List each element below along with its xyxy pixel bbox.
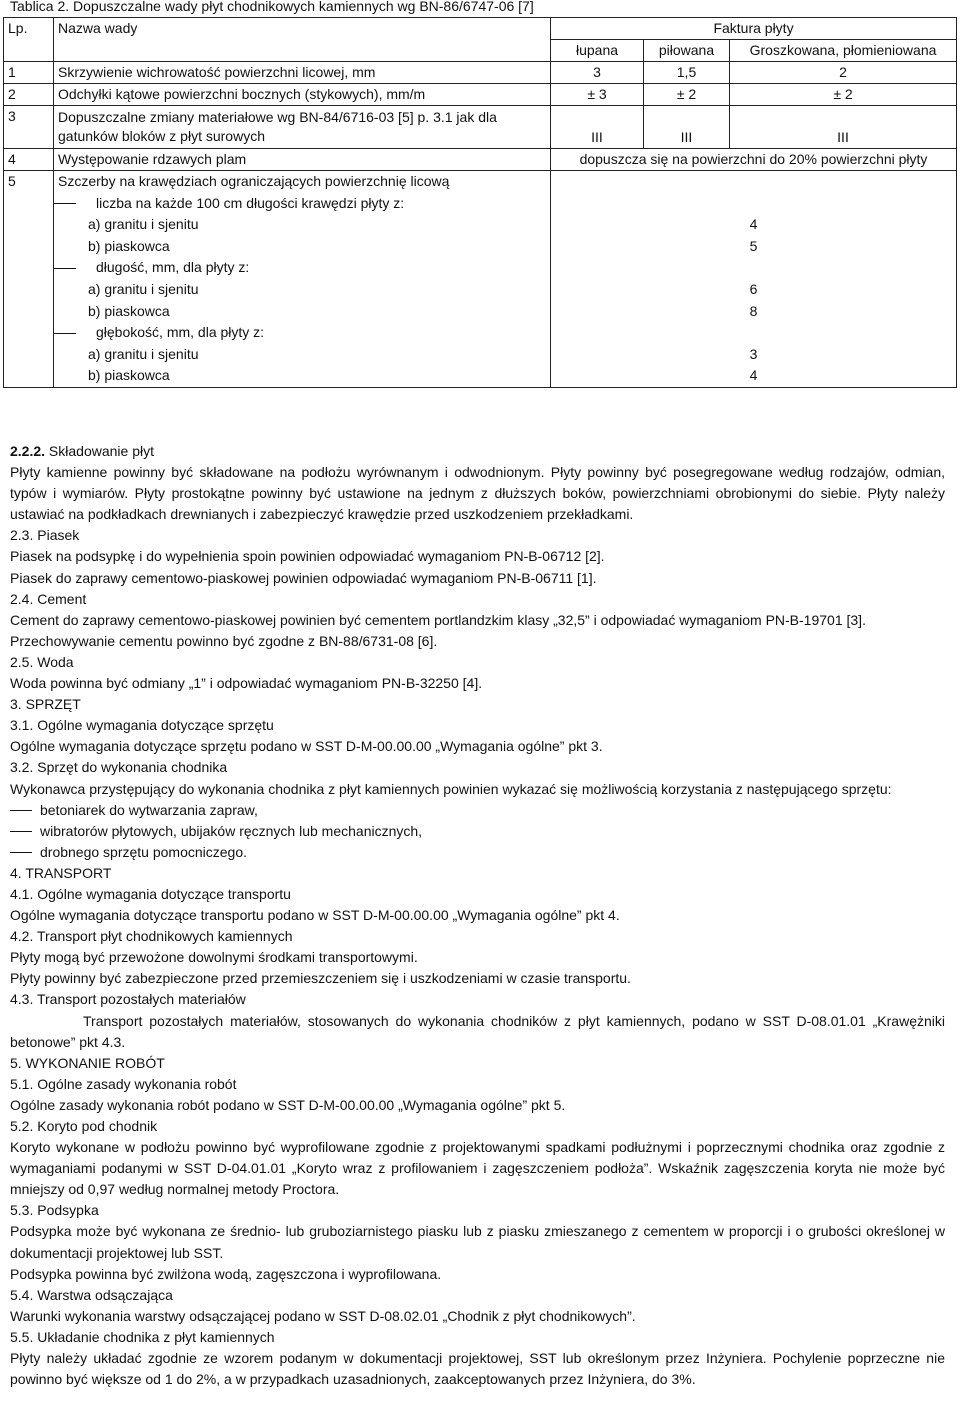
cell-value: 3 bbox=[551, 62, 644, 84]
r5-item: b) piaskowca bbox=[88, 367, 170, 384]
paragraph: Koryto wykonane w podłożu powinno być wyprofilowane zgodnie z projektowanymi spadkami podłużnymi i poprzecznymi chodnika oraz zgodnie z wymaganiami podanymi w SST D-04.01.01 „Koryto wraz z profilowaniem i zagęszczeniem podłoża”. Wskaźnik zagęszczenia koryta nie może być mniejszy od 0,97 według normalnej metody Proctora. bbox=[10, 1139, 945, 1198]
dash-icon bbox=[10, 852, 32, 853]
cell-value: ± 3 bbox=[551, 84, 644, 106]
paragraph: 2.5. Woda bbox=[10, 653, 74, 670]
table-row bbox=[4, 84, 957, 106]
list-item-text: betoniarek do wytwarzania zapraw, bbox=[40, 801, 258, 818]
r5-group bbox=[58, 193, 546, 215]
paragraph: Wykonawca przystępujący do wykonania chodnika z płyt kamiennych powinien wykazać się możliwością korzystania z następującego sprzętu: bbox=[10, 780, 892, 797]
r5-item: b) piaskowca bbox=[88, 237, 170, 254]
r5-group-label: liczba na każde 100 cm długości krawędzi płyty z: bbox=[96, 194, 405, 211]
cell-lp: 4 bbox=[4, 149, 54, 171]
header-col: piłowana bbox=[644, 40, 730, 62]
header-lp: Lp. bbox=[4, 18, 54, 62]
paragraph: 5.5. Układanie chodnika z płyt kamiennych bbox=[10, 1328, 275, 1345]
header-col: Groszkowana, płomieniowana bbox=[730, 40, 957, 62]
r5-item: b) piaskowca bbox=[88, 302, 170, 319]
header-col: łupana bbox=[551, 40, 644, 62]
list-item bbox=[10, 800, 945, 821]
r5-value: 4 bbox=[749, 367, 758, 384]
paragraph: Ogólne wymagania dotyczące sprzętu podano w SST D-M-00.00.00 „Wymagania ogólne” pkt 3. bbox=[10, 738, 603, 755]
list-item bbox=[10, 821, 945, 842]
cell-lp: 1 bbox=[4, 62, 54, 84]
paragraph: Podsypka może być wykonana ze średnio- lub gruboziarnistego piasku lub z piasku zmieszanego z cementem w proporcji i o grubości określonej w dokumentacji projektowej lub SST. bbox=[10, 1223, 945, 1261]
dash-icon bbox=[10, 831, 32, 832]
r5-value: 6 bbox=[749, 280, 758, 297]
r5-group-label: głębokość, mm, dla płyty z: bbox=[96, 324, 265, 341]
paragraph: 4.2. Transport płyt chodnikowych kamiennych bbox=[10, 928, 293, 945]
r5-item: a) granitu i sjenitu bbox=[88, 345, 199, 362]
paragraph: Podsypka powinna być zwilżona wodą, zagęszczona i wyprofilowana. bbox=[10, 1265, 442, 1282]
cell-value: ± 2 bbox=[730, 84, 957, 106]
cell-lp: 2 bbox=[4, 84, 54, 106]
cell-merged-value bbox=[551, 171, 957, 388]
cell-name: Występowanie rdzawych plam bbox=[54, 149, 551, 171]
dash-icon bbox=[10, 810, 32, 811]
r5-value: 4 bbox=[749, 216, 758, 233]
cell-value: III bbox=[644, 106, 730, 149]
paragraph: 4.3. Transport pozostałych materiałów bbox=[10, 991, 246, 1008]
cell-name bbox=[54, 171, 551, 388]
paragraph: Transport pozostałych materiałów, stosowanych do wykonania chodników z płyt kamiennych, podano w SST D-08.01.01 „Krawężniki betonowe” pkt 4.3. bbox=[10, 1012, 945, 1050]
paragraph: Płyty kamienne powinny być składowane na podłożu wyrównanym i odwodnionym. Płyty powinny być posegregowane według rodzajów, odmian, typów i wymiarów. Płyty prostokątne powinny być ustawione na jednym z dłuższych boków, powierzchniami obrobionymi do siebie. Płyty należy ustawiać na podkładkach drewnianych i zabezpieczyć krawędzie przed uszkodzeniem przekładkami. bbox=[10, 464, 945, 523]
cell-lp: 3 bbox=[4, 106, 54, 149]
paragraph: 3.1. Ogólne wymagania dotyczące sprzętu bbox=[10, 717, 274, 734]
paragraph: Płyty należy układać zgodnie ze wzorem podanym w dokumentacji projektowej, SST lub określonym przez Inżyniera. Pochylenie poprzeczne nie powinno być większe od 1 do 2%, a w przypadkach uzasadnionych, zaakceptowanych przez Inżyniera, do 3%. bbox=[10, 1350, 945, 1388]
dash-icon bbox=[54, 203, 76, 204]
dash-icon bbox=[54, 333, 76, 334]
paragraph: Ogólne wymagania dotyczące transportu podano w SST D-M-00.00.00 „Wymagania ogólne” pkt 4. bbox=[10, 907, 620, 924]
paragraph: 5. WYKONANIE ROBÓT bbox=[10, 1054, 165, 1071]
list-item-text: wibratorów płytowych, ubijaków ręcznych lub mechanicznych, bbox=[40, 822, 423, 839]
r5-value: 5 bbox=[749, 237, 758, 254]
cell-value: 2 bbox=[730, 62, 957, 84]
paragraph: Piasek do zaprawy cementowo-piaskowej powinien odpowiadać wymaganiom PN-B-06711 [1]. bbox=[10, 569, 597, 586]
list-item-text: drobnego sprzętu pomocniczego. bbox=[40, 843, 248, 860]
section-heading: 2.2.2. Składowanie płyt bbox=[10, 443, 154, 459]
table-row bbox=[4, 149, 957, 171]
paragraph: 4. TRANSPORT bbox=[10, 864, 112, 881]
paragraph: 2.4. Cement bbox=[10, 590, 87, 607]
paragraph: 4.1. Ogólne wymagania dotyczące transportu bbox=[10, 885, 291, 902]
cell-value: III bbox=[551, 106, 644, 149]
cell-merged-value: dopuszcza się na powierzchni do 20% powierzchni płyty bbox=[551, 149, 957, 171]
r5-title: Szczerby na krawędziach ograniczających powierzchnię licową bbox=[58, 173, 450, 189]
cell-name-line: Dopuszczalne zmiany materiałowe wg BN-84/6716-03 [5] p. 3.1 jak dla bbox=[58, 109, 497, 125]
document-body bbox=[10, 441, 945, 1390]
table-row bbox=[4, 171, 957, 388]
paragraph: Ogólne zasady wykonania robót podano w SST D-M-00.00.00 „Wymagania ogólne” pkt 5. bbox=[10, 1096, 566, 1113]
cell-value: III bbox=[730, 106, 957, 149]
paragraph: Piasek na podsypkę i do wypełnienia spoin powinien odpowiadać wymaganiom PN-B-06712 [2]. bbox=[10, 548, 605, 565]
r5-value: 3 bbox=[749, 345, 758, 362]
cell-name-line: gatunków bloków z płyt surowych bbox=[58, 128, 265, 144]
r5-group-label: długość, mm, dla płyty z: bbox=[96, 259, 250, 276]
paragraph: Warunki wykonania warstwy odsączającej podano w SST D-08.02.01 „Chodnik z płyt chodnikowych”. bbox=[10, 1307, 636, 1324]
paragraph: Woda powinna być odmiany „1” i odpowiadać wymaganiom PN-B-32250 [4]. bbox=[10, 675, 483, 692]
r5-item: a) granitu i sjenitu bbox=[88, 216, 199, 233]
paragraph: Przechowywanie cementu powinno być zgodne z BN-88/6731-08 [6]. bbox=[10, 632, 438, 649]
table-row bbox=[4, 62, 957, 84]
cell-name: Skrzywienie wichrowatość powierzchni licowej, mm bbox=[54, 62, 551, 84]
table-caption: Tablica 2. Dopuszczalne wady płyt chodnikowych kamiennych wg BN-86/6747-06 [7] bbox=[10, 0, 534, 14]
paragraph: 5.4. Warstwa odsączająca bbox=[10, 1286, 173, 1303]
cell-name bbox=[54, 106, 551, 149]
heading-number: 2.2.2. bbox=[10, 443, 46, 459]
paragraph: Płyty powinny być zabezpieczone przed przemieszczeniem się i uszkodzeniami w czasie transportu. bbox=[10, 970, 631, 987]
paragraph: 3.2. Sprzęt do wykonania chodnika bbox=[10, 759, 228, 776]
header-faktura: Faktura płyty bbox=[551, 18, 957, 40]
table-header-row bbox=[4, 18, 957, 40]
cell-name: Odchyłki kątowe powierzchni bocznych (stykowych), mm/m bbox=[54, 84, 551, 106]
list-item bbox=[10, 842, 945, 863]
paragraph: 2.3. Piasek bbox=[10, 527, 80, 544]
dash-icon bbox=[54, 268, 76, 269]
r5-item: a) granitu i sjenitu bbox=[88, 280, 199, 297]
cell-lp: 5 bbox=[4, 171, 54, 388]
paragraph: Płyty mogą być przewożone dowolnymi środkami transportowymi. bbox=[10, 949, 418, 966]
paragraph: 3. SPRZĘT bbox=[10, 696, 81, 713]
header-name: Nazwa wady bbox=[54, 18, 551, 62]
cell-value: 1,5 bbox=[644, 62, 730, 84]
table-row bbox=[4, 106, 957, 149]
r5-group bbox=[58, 322, 546, 344]
r5-value: 8 bbox=[749, 302, 758, 319]
defects-table bbox=[3, 17, 957, 388]
paragraph: 5.3. Podsypka bbox=[10, 1202, 99, 1219]
paragraph: Cement do zaprawy cementowo-piaskowej powinien być cementem portlandzkim klasy „32,5” i odpowiadać wymaganiom PN-B-19701 [3]. bbox=[10, 611, 866, 628]
paragraph: 5.2. Koryto pod chodnik bbox=[10, 1118, 158, 1134]
cell-value: ± 2 bbox=[644, 84, 730, 106]
r5-group bbox=[58, 257, 546, 279]
paragraph: 5.1. Ogólne zasady wykonania robót bbox=[10, 1075, 237, 1092]
